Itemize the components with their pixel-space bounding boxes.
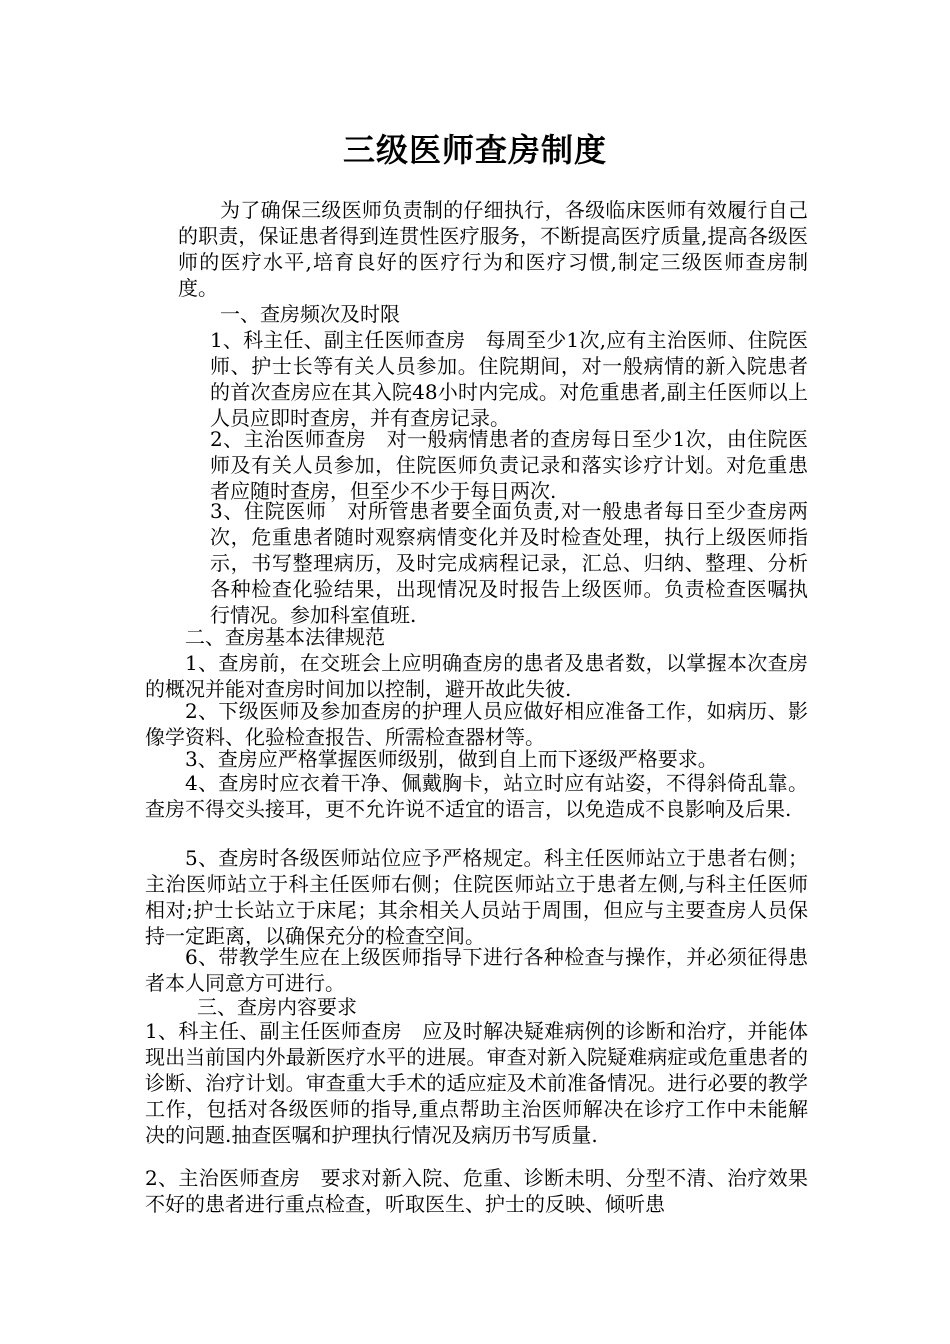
section-1-item-1: 1、科主任、副主任医师查房 每周至少1次,应有主治医师、住院医师、护士长等有关人员参加。住院期间，对一般病情的新入院患者的首次查房应在其入院48小时内完成。对危重患者,副主任医师以上人员应即时查房，并有查房记录。 [210,328,808,430]
section-3-item-1: 1、科主任、副主任医师查房 应及时解决疑难病例的诊断和治疗，并能体现出当前国内外最新医疗水平的进展。审查对新入院疑难病症或危重患者的诊断、治疗计划。审查重大手术的适应症及术前准备情况。进行必要的教学工作，包括对各级医师的指导,重点帮助主治医师解决在诊疗工作中未能解决的问题.抽查医嘱和护理执行情况及病历书写质量. [145,1019,808,1147]
section-3-heading: 三、查房内容要求 [197,995,357,1019]
section-2-item-2: 2、下级医师及参加查房的护理人员应做好相应准备工作，如病历、影像学资料、化验检查报告、所需检查器材等。 [145,699,808,749]
section-3-item-2: 2、主治医师查房 要求对新入院、危重、诊断未明、分型不清、治疗效果不好的患者进行重点检查，听取医生、护士的反映、倾听患 [145,1166,808,1216]
section-2-heading: 二、查房基本法律规范 [185,625,385,649]
section-1-item-3: 3、住院医师 对所管患者要全面负责,对一般患者每日至少查房两次，危重患者随时观察病情变化并及时检查处理，执行上级医师指示，书写整理病历，及时完成病程记录，汇总、归纳、整理、分析各种检查化验结果，出现情况及时报告上级医师。负责检查医嘱执行情况。参加科室值班. [210,499,808,627]
section-2-item-3: 3、查房应严格掌握医师级别，做到自上而下逐级严格要求。 [185,747,718,771]
section-1-heading: 一、查房频次及时限 [220,302,400,326]
section-2-item-5: 5、查房时各级医师站位应予严格规定。科主任医师站立于患者右侧；主治医师站立于科主任医师右侧；住院医师站立于患者左侧,与科主任医师相对;护士长站立于床尾；其余相关人员站于周围，但应与主要查房人员保持一定距离，以确保充分的检查空间。 [145,846,808,948]
intro-paragraph: 为了确保三级医师负责制的仔细执行，各级临床医师有效履行自己的职责，保证患者得到连贯性医疗服务，不断提高医疗质量,提高各级医师的医疗水平,培育良好的医疗行为和医疗习惯,制定三级医师查房制度。 [178,198,808,300]
section-1-item-2: 2、主治医师查房 对一般病情患者的查房每日至少1次，由住院医师及有关人员参加，住院医师负责记录和落实诊疗计划。对危重患者应随时查房，但至少不少于每日两次. [210,427,808,503]
section-2-item-1: 1、查房前，在交班会上应明确查房的患者及患者数，以掌握本次查房的概况并能对查房时间加以控制，避开故此失彼. [145,651,808,701]
section-2-item-6: 6、带教学生应在上级医师指导下进行各种检查与操作，并必须征得患者本人同意方可进行。 [145,945,808,995]
section-2-item-4: 4、查房时应衣着干净、佩戴胸卡，站立时应有站姿，不得斜倚乱靠。查房不得交头接耳，更不允许说不适宜的语言，以免造成不良影响及后果. [145,771,808,821]
document-title: 三级医师查房制度 [342,131,607,169]
